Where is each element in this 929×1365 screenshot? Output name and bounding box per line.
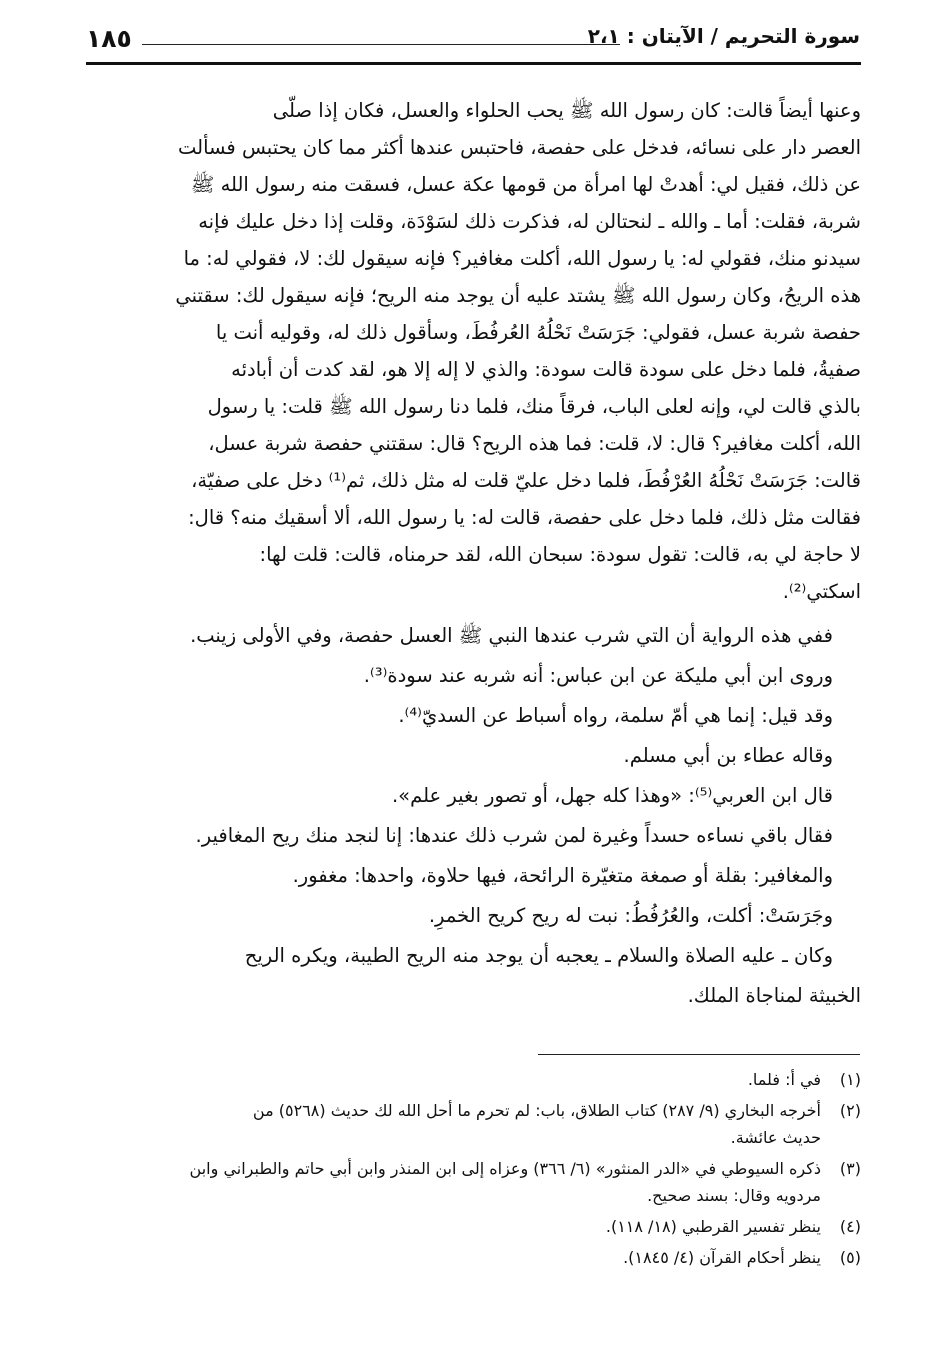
text-line: بالذي قالت لي، وإنه لعلى الباب، فرقاً منك، فلما دنا رسول الله ﷺ قلت: يا رسول: [207, 395, 861, 418]
text-line: اسكتي⁽²⁾.: [782, 580, 861, 603]
header-dash-line: [142, 44, 620, 45]
page-number: ١٨٥: [86, 24, 132, 53]
footnote: [86, 1155, 861, 1209]
footnote-number: (٥): [839, 1248, 861, 1267]
footnote: [86, 1066, 861, 1093]
footnotes: [86, 1066, 861, 1275]
text-line: حفصة شربة عسل، فقولي: جَرَسَتْ نَحْلُهُ العُرفُطَ، وسأقول ذلك له، وقوليه أنت يا: [215, 321, 861, 344]
text-line: العصر دار على نسائه، فدخل على حفصة، فاحتبس عندها أكثر مما كان يحتبس فسألت: [178, 136, 861, 159]
footnote-text: حديث عائشة.: [730, 1128, 821, 1147]
footnote-number: (٤): [839, 1217, 861, 1236]
text-line: شربة، فقلت: أما ـ والله ـ لنحتالن له، فذكرت ذلك لسَوْدَة، وقلت إذا دخل عليك فإنه: [198, 210, 861, 233]
footnote-number: (٢): [839, 1101, 861, 1120]
paragraph: فقال باقي نساءه حسداً وغيرة لمن شرب ذلك عندها: إنا لنجد منك ريح المغافير.: [195, 824, 833, 847]
text-line: سيدنو منك، فقولي له: يا رسول الله، أكلت مغافير؟ فإنه سيقول لك: لا، فقولي له: ما: [183, 247, 861, 270]
paragraph: قال ابن العربي⁽⁵⁾: «وهذا كله جهل، أو تصور بغير علم».: [391, 784, 833, 807]
footnote-separator: [538, 1054, 860, 1055]
text-line: لا حاجة لي به، قالت: تقول سودة: سبحان الله، لقد حرمناه، قالت: قلت لها:: [259, 543, 861, 566]
header-rule: [86, 62, 861, 65]
paragraph: وجَرَسَتْ: أكلت، والعُرُفُطُ: نبت له ريح كريح الخمرِ.: [428, 904, 833, 927]
footnote-text: ذكره السيوطي في «الدر المنثور» (٦/ ٣٦٦) وعزاه إلى ابن المنذر وابن أبي حاتم والطبراني وابن: [189, 1159, 821, 1178]
footnote-text: ينظر تفسير القرطبي (١٨/ ١١٨).: [605, 1217, 821, 1236]
footnote-text: أخرجه البخاري (٩/ ٢٨٧) كتاب الطلاق، باب: لم تحرم ما أحل الله لك حديث (٥٢٦٨) من: [252, 1101, 821, 1120]
paragraph: وقد قيل: إنما هي أمّ سلمة، رواه أسباط عن السديّ⁽⁴⁾.: [398, 704, 833, 727]
paragraph-continuation: الخبيثة لمناجاة الملك.: [687, 984, 861, 1007]
footnote: [86, 1244, 861, 1271]
footnote: [86, 1213, 861, 1240]
footnote-text: مردويه وقال: بسند صحيح.: [647, 1186, 821, 1205]
footnote-text: في أ: فلما.: [747, 1070, 821, 1089]
text-line: هذه الريحُ، وكان رسول الله ﷺ يشتد عليه أن يوجد منه الريح؛ فإنه سيقول لك: سقتني: [175, 284, 861, 307]
commentary-paragraphs: [86, 616, 861, 1016]
paragraph: وكان ـ عليه الصلاة والسلام ـ يعجبه أن يوجد منه الريح الطيبة، ويكره الريح: [244, 944, 833, 967]
text-line: وعنها أيضاً قالت: كان رسول الله ﷺ يحب الحلواء والعسل، فكان إذا صلّى: [272, 99, 861, 122]
paragraph: وروى ابن أبي مليكة عن ابن عباس: أنه شربه عند سودة⁽³⁾.: [363, 664, 833, 687]
footnote-number: (٣): [839, 1159, 861, 1178]
page-header: [86, 24, 860, 60]
paragraph: والمغافير: بقلة أو صمغة متغيّرة الرائحة، فيها حلاوة، واحدها: مغفور.: [292, 864, 833, 887]
paragraph: ففي هذه الرواية أن التي شرب عندها النبي ﷺ العسل حفصة، وفي الأولى زينب.: [190, 624, 833, 647]
text-line: قالت: جَرَسَتْ نَحْلُهُ العُرْفُطَ، فلما دخل عليّ قلت له مثل ذلك، ثم⁽¹⁾ دخل على صفيّة،: [191, 469, 861, 492]
running-title: سورة التحريم / الآيتان : ٢،١: [587, 24, 860, 48]
text-line: صفيةُ، فلما دخل على سودة قالت سودة: والذي لا إله إلا هو، لقد كدت أن أبادئه: [231, 358, 861, 381]
footnote-number: (١): [839, 1070, 861, 1089]
text-line: الله، أكلت مغافير؟ قال: لا، قلت: فما هذه الريح؟ قال: سقتني حفصة شربة عسل،: [208, 432, 861, 455]
footnote: [86, 1097, 861, 1151]
hadith-text: [86, 92, 861, 610]
paragraph: وقاله عطاء بن أبي مسلم.: [623, 744, 833, 767]
text-line: عن ذلك، فقيل لي: أهدتْ لها امرأة من قومها عكة عسل، فسقت منه رسول الله ﷺ: [190, 173, 861, 196]
footnote-text: ينظر أحكام القرآن (٤/ ١٨٤٥).: [623, 1248, 821, 1267]
text-line: فقالت مثل ذلك، فلما دخل على حفصة، قالت له: يا رسول الله، ألا أسقيك منه؟ قال:: [188, 506, 861, 529]
